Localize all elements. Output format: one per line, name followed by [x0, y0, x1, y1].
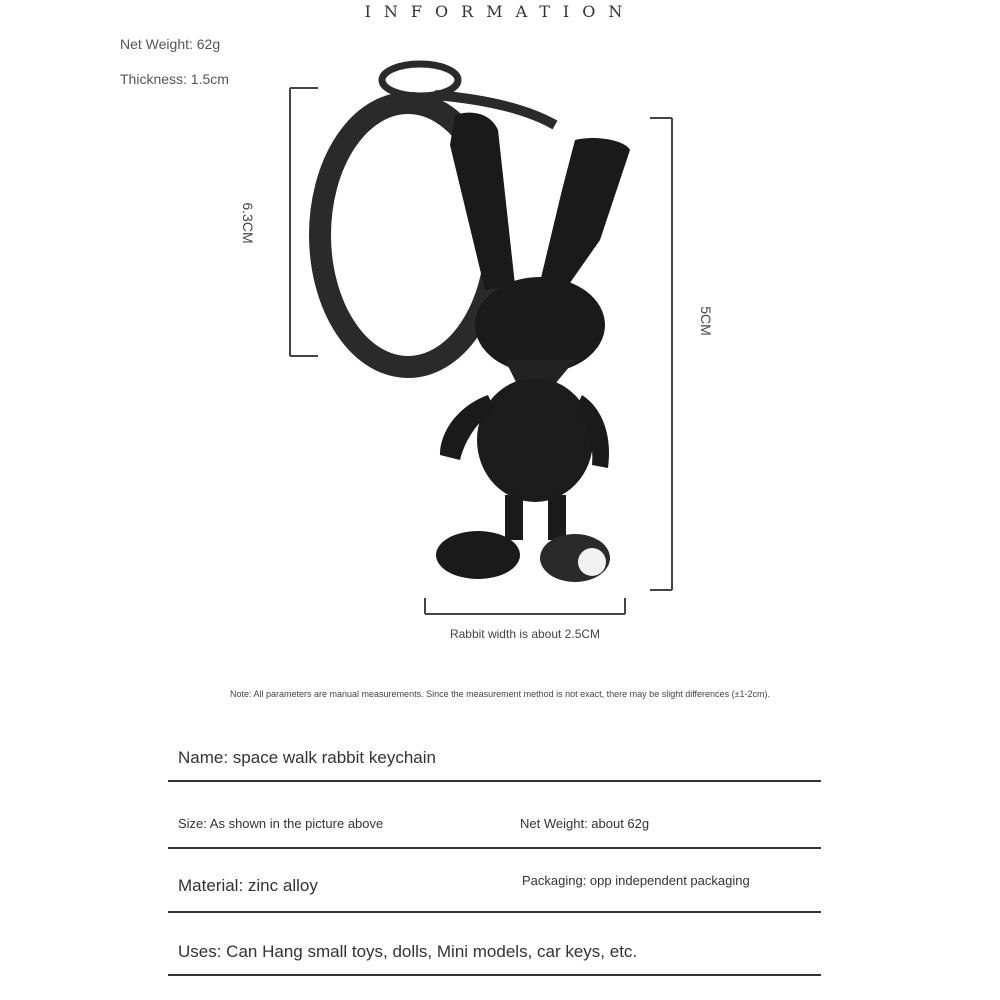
- rabbit-height-label: 5CM: [698, 306, 714, 336]
- product-net-weight: Net Weight: about 62g: [520, 816, 650, 831]
- divider: [168, 974, 821, 976]
- ring-height-label: 6.3CM: [240, 202, 256, 244]
- measurement-note: Note: All parameters are manual measurements. Since the measurement method is not exact, there may be slight differences (±1-2cm).: [229, 689, 771, 699]
- rabbit-left-foot: [436, 531, 520, 579]
- rabbit-right-ear: [540, 138, 630, 290]
- rabbit-head: [475, 277, 605, 373]
- rabbit-body: [477, 378, 593, 502]
- product-packaging: Packaging: opp independent packaging: [522, 873, 750, 888]
- divider: [168, 780, 821, 782]
- page-title: INFORMATION: [364, 2, 636, 21]
- product-name: Name: space walk rabbit keychain: [178, 748, 436, 767]
- product-size: Size: As shown in the picture above: [178, 816, 384, 831]
- rabbit-width-dimension: [425, 598, 625, 614]
- divider: [168, 911, 821, 913]
- rabbit-left-leg: [505, 495, 523, 540]
- rabbit-left-ear: [450, 113, 515, 290]
- product-uses: Uses: Can Hang small toys, dolls, Mini models, car keys, etc.: [178, 942, 638, 961]
- divider: [168, 847, 821, 849]
- rabbit-foot-highlight: [578, 548, 606, 576]
- spec-net-weight: Net Weight: 62g: [120, 36, 221, 52]
- rabbit-height-dimension: [650, 118, 672, 590]
- rabbit-right-leg: [548, 495, 566, 540]
- rabbit-width-label: Rabbit width is about 2.5CM: [449, 627, 601, 641]
- spec-thickness: Thickness: 1.5cm: [120, 71, 229, 87]
- product-material: Material: zinc alloy: [178, 876, 318, 895]
